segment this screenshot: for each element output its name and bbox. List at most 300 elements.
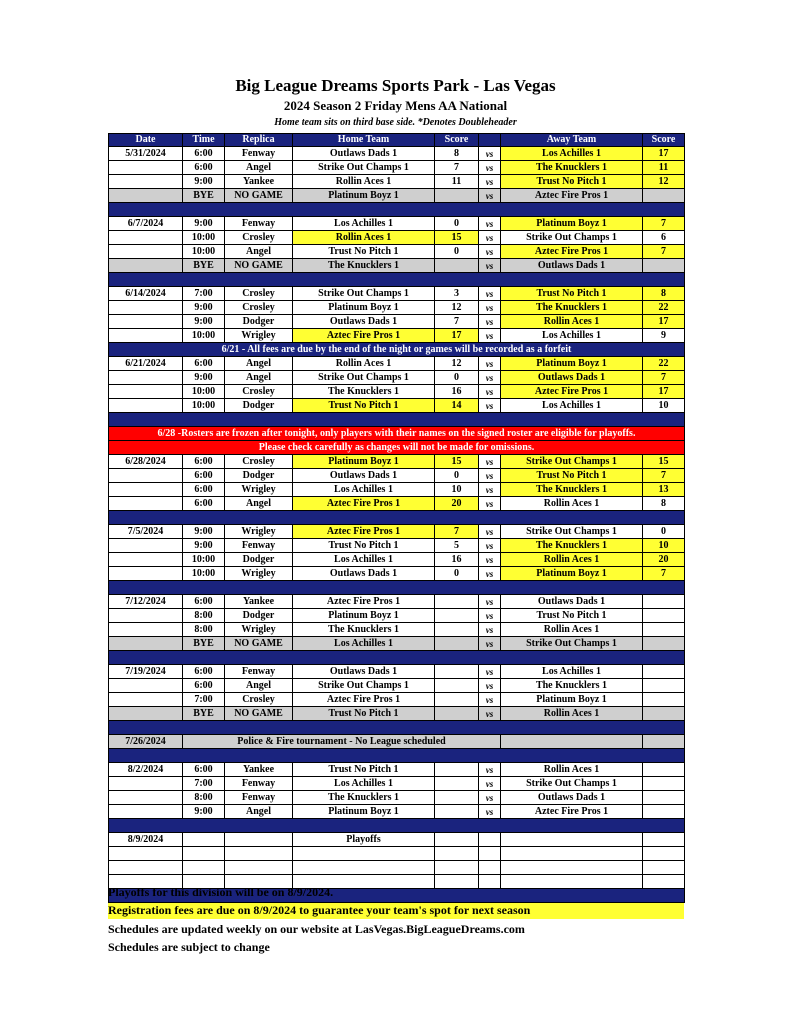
game-date — [109, 301, 183, 315]
home-team-note: Home team sits on third base side. *Denotes Doubleheader — [274, 117, 517, 128]
game-date — [109, 189, 183, 203]
field-replica: Crosley — [225, 287, 293, 301]
vs-label: vs — [479, 525, 501, 539]
page-subtitle: 2024 Season 2 Friday Mens AA National — [283, 98, 508, 113]
col-away-team: Away Team — [501, 134, 643, 147]
away-score: 7 — [643, 245, 685, 259]
field-replica: Dodger — [225, 399, 293, 413]
away-team: The Knucklers 1 — [501, 301, 643, 315]
home-team: Platinum Boyz 1 — [293, 609, 435, 623]
divider-cell — [109, 273, 685, 287]
vs-label: vs — [479, 231, 501, 245]
vs-label: vs — [479, 455, 501, 469]
playoff-row — [109, 833, 685, 847]
game-time: 7:00 — [183, 777, 225, 791]
game-time: 9:00 — [183, 371, 225, 385]
field-replica: Angel — [225, 161, 293, 175]
game-time: 6:00 — [183, 455, 225, 469]
field-replica: Fenway — [225, 791, 293, 805]
empty-cell — [479, 875, 501, 889]
home-score: 17 — [435, 329, 479, 343]
away-score: 17 — [643, 385, 685, 399]
game-row — [109, 231, 685, 245]
home-score: 3 — [435, 287, 479, 301]
field-replica: NO GAME — [225, 707, 293, 721]
home-team: Aztec Fire Pros 1 — [293, 525, 435, 539]
home-team: Rollin Aces 1 — [293, 231, 435, 245]
game-time: 8:00 — [183, 791, 225, 805]
game-row — [109, 539, 685, 553]
game-date: 6/28/2024 — [109, 455, 183, 469]
home-team: Los Achilles 1 — [293, 777, 435, 791]
game-time: 6:00 — [183, 483, 225, 497]
home-team: Outlaws Dads 1 — [293, 469, 435, 483]
game-time: 8:00 — [183, 609, 225, 623]
away-team: Platinum Boyz 1 — [501, 567, 643, 581]
home-score — [435, 707, 479, 721]
game-time: 6:00 — [183, 763, 225, 777]
away-team — [501, 833, 643, 847]
game-row — [109, 665, 685, 679]
empty-cell — [501, 861, 643, 875]
home-team: Aztec Fire Pros 1 — [293, 693, 435, 707]
empty-row — [109, 847, 685, 861]
field-replica: Dodger — [225, 553, 293, 567]
game-date: 6/14/2024 — [109, 287, 183, 301]
game-row — [109, 357, 685, 371]
field-replica: Angel — [225, 679, 293, 693]
divider-cell — [109, 721, 685, 735]
home-team: Trust No Pitch 1 — [293, 763, 435, 777]
away-team: Strike Out Champs 1 — [501, 525, 643, 539]
vs-label: vs — [479, 399, 501, 413]
game-time: 10:00 — [183, 553, 225, 567]
home-score: 0 — [435, 245, 479, 259]
home-team: Strike Out Champs 1 — [293, 679, 435, 693]
away-score — [643, 777, 685, 791]
game-row — [109, 301, 685, 315]
game-row — [109, 609, 685, 623]
vs-label: vs — [479, 679, 501, 693]
field-replica: Dodger — [225, 609, 293, 623]
empty-cell — [643, 735, 685, 749]
game-date — [109, 707, 183, 721]
home-score — [435, 777, 479, 791]
game-date: 7/5/2024 — [109, 525, 183, 539]
home-score — [435, 805, 479, 819]
away-score — [643, 679, 685, 693]
away-score — [643, 623, 685, 637]
away-score: 10 — [643, 539, 685, 553]
away-team: Strike Out Champs 1 — [501, 777, 643, 791]
section-divider — [109, 651, 685, 665]
game-row — [109, 147, 685, 161]
footer-playoffs-note: Playoffs for this division will be on 8/9/2024. — [108, 885, 334, 899]
game-row — [109, 805, 685, 819]
home-team: Aztec Fire Pros 1 — [293, 497, 435, 511]
game-time: BYE — [183, 259, 225, 273]
away-team: Trust No Pitch 1 — [501, 469, 643, 483]
game-date: 5/31/2024 — [109, 147, 183, 161]
empty-cell — [225, 861, 293, 875]
game-row — [109, 175, 685, 189]
home-team: Platinum Boyz 1 — [293, 455, 435, 469]
home-score: 12 — [435, 357, 479, 371]
away-score — [643, 791, 685, 805]
home-score: 8 — [435, 147, 479, 161]
game-time: 6:00 — [183, 595, 225, 609]
home-team: Los Achilles 1 — [293, 637, 435, 651]
vs-label: vs — [479, 483, 501, 497]
game-time: 6:00 — [183, 161, 225, 175]
away-score: 7 — [643, 217, 685, 231]
home-score: 0 — [435, 567, 479, 581]
empty-cell — [479, 861, 501, 875]
game-row — [109, 483, 685, 497]
col-vs — [479, 134, 501, 147]
home-team: Trust No Pitch 1 — [293, 707, 435, 721]
divider-cell — [109, 413, 685, 427]
away-score: 6 — [643, 231, 685, 245]
away-score — [643, 693, 685, 707]
field-replica: Dodger — [225, 469, 293, 483]
bye-row — [109, 259, 685, 273]
table-header-row — [109, 134, 685, 147]
home-score: 16 — [435, 553, 479, 567]
vs-label — [479, 833, 501, 847]
away-score: 22 — [643, 301, 685, 315]
game-row — [109, 287, 685, 301]
game-time: 9:00 — [183, 315, 225, 329]
game-row — [109, 217, 685, 231]
col-away-score: Score — [643, 134, 685, 147]
game-time: 10:00 — [183, 231, 225, 245]
field-replica: NO GAME — [225, 259, 293, 273]
section-divider — [109, 721, 685, 735]
game-date: 7/12/2024 — [109, 595, 183, 609]
game-date: 7/26/2024 — [109, 735, 183, 749]
away-team: Strike Out Champs 1 — [501, 455, 643, 469]
home-score — [435, 763, 479, 777]
vs-label: vs — [479, 357, 501, 371]
game-date — [109, 609, 183, 623]
notice-text: 6/28 -Rosters are frozen after tonight, only players with their names on the signed roster are eligible for playoffs. — [109, 427, 685, 441]
game-time: BYE — [183, 707, 225, 721]
home-team: The Knucklers 1 — [293, 259, 435, 273]
vs-label: vs — [479, 161, 501, 175]
vs-label: vs — [479, 665, 501, 679]
away-team: The Knucklers 1 — [501, 161, 643, 175]
game-date — [109, 161, 183, 175]
home-team: Trust No Pitch 1 — [293, 399, 435, 413]
away-score: 9 — [643, 329, 685, 343]
vs-label: vs — [479, 595, 501, 609]
vs-label: vs — [479, 147, 501, 161]
game-time: BYE — [183, 189, 225, 203]
away-team: Aztec Fire Pros 1 — [501, 245, 643, 259]
home-team: Trust No Pitch 1 — [293, 539, 435, 553]
vs-label: vs — [479, 567, 501, 581]
vs-label: vs — [479, 469, 501, 483]
away-score — [643, 595, 685, 609]
home-score — [435, 833, 479, 847]
home-team: The Knucklers 1 — [293, 385, 435, 399]
away-team: Rollin Aces 1 — [501, 763, 643, 777]
empty-cell — [643, 847, 685, 861]
game-date — [109, 259, 183, 273]
away-team: Rollin Aces 1 — [501, 623, 643, 637]
vs-label: vs — [479, 189, 501, 203]
away-score: 8 — [643, 497, 685, 511]
field-replica — [225, 833, 293, 847]
game-time: 9:00 — [183, 175, 225, 189]
vs-label: vs — [479, 301, 501, 315]
empty-cell — [501, 735, 643, 749]
away-score — [643, 189, 685, 203]
field-replica: Fenway — [225, 665, 293, 679]
field-replica: Angel — [225, 357, 293, 371]
away-score: 7 — [643, 469, 685, 483]
divider-cell — [109, 749, 685, 763]
away-score: 15 — [643, 455, 685, 469]
home-team: The Knucklers 1 — [293, 623, 435, 637]
vs-label: vs — [479, 175, 501, 189]
away-score — [643, 805, 685, 819]
field-replica: Crosley — [225, 385, 293, 399]
game-time: 6:00 — [183, 147, 225, 161]
away-score — [643, 637, 685, 651]
game-time: 8:00 — [183, 623, 225, 637]
field-replica: Yankee — [225, 175, 293, 189]
home-score: 0 — [435, 371, 479, 385]
away-score: 22 — [643, 357, 685, 371]
home-score: 10 — [435, 483, 479, 497]
game-row — [109, 455, 685, 469]
game-row — [109, 497, 685, 511]
notice-row — [109, 427, 685, 441]
empty-cell — [293, 861, 435, 875]
home-score: 11 — [435, 175, 479, 189]
away-team: Platinum Boyz 1 — [501, 217, 643, 231]
game-time: BYE — [183, 637, 225, 651]
game-row — [109, 567, 685, 581]
empty-cell — [109, 847, 183, 861]
away-team: Trust No Pitch 1 — [501, 175, 643, 189]
home-team: Outlaws Dads 1 — [293, 315, 435, 329]
away-score — [643, 609, 685, 623]
home-team: Outlaws Dads 1 — [293, 665, 435, 679]
field-replica: Crosley — [225, 231, 293, 245]
game-time: 6:00 — [183, 357, 225, 371]
game-row — [109, 371, 685, 385]
away-team: Strike Out Champs 1 — [501, 231, 643, 245]
home-team: Strike Out Champs 1 — [293, 287, 435, 301]
away-team: Platinum Boyz 1 — [501, 357, 643, 371]
away-score: 0 — [643, 525, 685, 539]
vs-label: vs — [479, 329, 501, 343]
game-time: 6:00 — [183, 679, 225, 693]
away-score: 7 — [643, 371, 685, 385]
empty-cell — [183, 847, 225, 861]
game-time: 7:00 — [183, 693, 225, 707]
game-date — [109, 791, 183, 805]
empty-cell — [501, 847, 643, 861]
game-date — [109, 371, 183, 385]
home-team: Platinum Boyz 1 — [293, 189, 435, 203]
home-score — [435, 595, 479, 609]
game-date — [109, 399, 183, 413]
home-score: 7 — [435, 525, 479, 539]
game-row — [109, 679, 685, 693]
section-divider — [109, 511, 685, 525]
away-score: 20 — [643, 553, 685, 567]
home-score: 12 — [435, 301, 479, 315]
home-score — [435, 693, 479, 707]
field-replica: Fenway — [225, 777, 293, 791]
game-date — [109, 777, 183, 791]
game-date — [109, 693, 183, 707]
away-team: Aztec Fire Pros 1 — [501, 189, 643, 203]
game-time: 10:00 — [183, 329, 225, 343]
game-time: 10:00 — [183, 385, 225, 399]
field-replica: Angel — [225, 245, 293, 259]
field-replica: Wrigley — [225, 329, 293, 343]
game-date — [109, 315, 183, 329]
away-score: 17 — [643, 315, 685, 329]
vs-label: vs — [479, 371, 501, 385]
away-score — [643, 259, 685, 273]
home-score: 20 — [435, 497, 479, 511]
home-score — [435, 637, 479, 651]
home-team: Outlaws Dads 1 — [293, 147, 435, 161]
away-team: Rollin Aces 1 — [501, 497, 643, 511]
away-score — [643, 665, 685, 679]
away-score: 11 — [643, 161, 685, 175]
section-divider — [109, 819, 685, 833]
vs-label: vs — [479, 497, 501, 511]
away-team: Outlaws Dads 1 — [501, 259, 643, 273]
empty-cell — [643, 861, 685, 875]
away-team: Rollin Aces 1 — [501, 315, 643, 329]
divider-cell — [109, 581, 685, 595]
col-time: Time — [183, 134, 225, 147]
vs-label: vs — [479, 707, 501, 721]
away-team: Strike Out Champs 1 — [501, 637, 643, 651]
field-replica: Crosley — [225, 693, 293, 707]
game-row — [109, 469, 685, 483]
divider-cell — [109, 651, 685, 665]
bye-row — [109, 637, 685, 651]
game-time: 6:00 — [183, 469, 225, 483]
game-time: 10:00 — [183, 399, 225, 413]
home-team: Strike Out Champs 1 — [293, 371, 435, 385]
game-date — [109, 231, 183, 245]
vs-label: vs — [479, 623, 501, 637]
vs-label: vs — [479, 637, 501, 651]
col-date: Date — [109, 134, 183, 147]
col-replica: Replica — [225, 134, 293, 147]
away-score: 10 — [643, 399, 685, 413]
game-time: 7:00 — [183, 287, 225, 301]
divider-cell — [109, 819, 685, 833]
divider-cell — [109, 511, 685, 525]
away-score — [643, 763, 685, 777]
game-time: 10:00 — [183, 245, 225, 259]
away-score — [643, 833, 685, 847]
field-replica: Dodger — [225, 315, 293, 329]
game-date — [109, 483, 183, 497]
empty-cell — [225, 847, 293, 861]
game-row — [109, 245, 685, 259]
away-team: Rollin Aces 1 — [501, 707, 643, 721]
game-date: 6/7/2024 — [109, 217, 183, 231]
field-replica: Angel — [225, 371, 293, 385]
away-team: Los Achilles 1 — [501, 147, 643, 161]
game-row — [109, 763, 685, 777]
away-score — [643, 707, 685, 721]
game-date — [109, 679, 183, 693]
vs-label: vs — [479, 553, 501, 567]
vs-label: vs — [479, 259, 501, 273]
empty-cell — [293, 847, 435, 861]
field-replica: Yankee — [225, 595, 293, 609]
home-team: Los Achilles 1 — [293, 553, 435, 567]
away-score: 8 — [643, 287, 685, 301]
away-team: Los Achilles 1 — [501, 665, 643, 679]
home-score: 0 — [435, 469, 479, 483]
vs-label: vs — [479, 693, 501, 707]
game-date — [109, 175, 183, 189]
game-time: 9:00 — [183, 301, 225, 315]
footer-disclaimer: Schedules are subject to change — [108, 940, 270, 954]
away-team: The Knucklers 1 — [501, 483, 643, 497]
game-row — [109, 525, 685, 539]
field-replica: Fenway — [225, 147, 293, 161]
game-date — [109, 385, 183, 399]
vs-label: vs — [479, 287, 501, 301]
game-row — [109, 623, 685, 637]
vs-label: vs — [479, 315, 501, 329]
empty-cell — [435, 861, 479, 875]
field-replica: Wrigley — [225, 623, 293, 637]
footer-registration-note: Registration fees are due on 8/9/2024 to guarantee your team's spot for next season — [108, 903, 684, 919]
field-replica: NO GAME — [225, 189, 293, 203]
away-team: Trust No Pitch 1 — [501, 287, 643, 301]
game-time — [183, 833, 225, 847]
game-row — [109, 161, 685, 175]
bye-row — [109, 707, 685, 721]
notice-text: Please check carefully as changes will not be made for omissions. — [109, 441, 685, 455]
field-replica: NO GAME — [225, 637, 293, 651]
notice-text: 6/21 - All fees are due by the end of the night or games will be recorded as a forfeit — [109, 343, 685, 357]
game-date — [109, 567, 183, 581]
home-team: Los Achilles 1 — [293, 217, 435, 231]
empty-row — [109, 861, 685, 875]
notice-row — [109, 343, 685, 357]
vs-label: vs — [479, 245, 501, 259]
home-team: Strike Out Champs 1 — [293, 161, 435, 175]
away-team: Outlaws Dads 1 — [501, 371, 643, 385]
col-home-team: Home Team — [293, 134, 435, 147]
away-team: Outlaws Dads 1 — [501, 595, 643, 609]
away-team: Trust No Pitch 1 — [501, 609, 643, 623]
away-score: 12 — [643, 175, 685, 189]
vs-label: vs — [479, 217, 501, 231]
empty-cell — [435, 875, 479, 889]
home-team: Rollin Aces 1 — [293, 175, 435, 189]
schedule-body — [109, 147, 685, 903]
game-row — [109, 595, 685, 609]
